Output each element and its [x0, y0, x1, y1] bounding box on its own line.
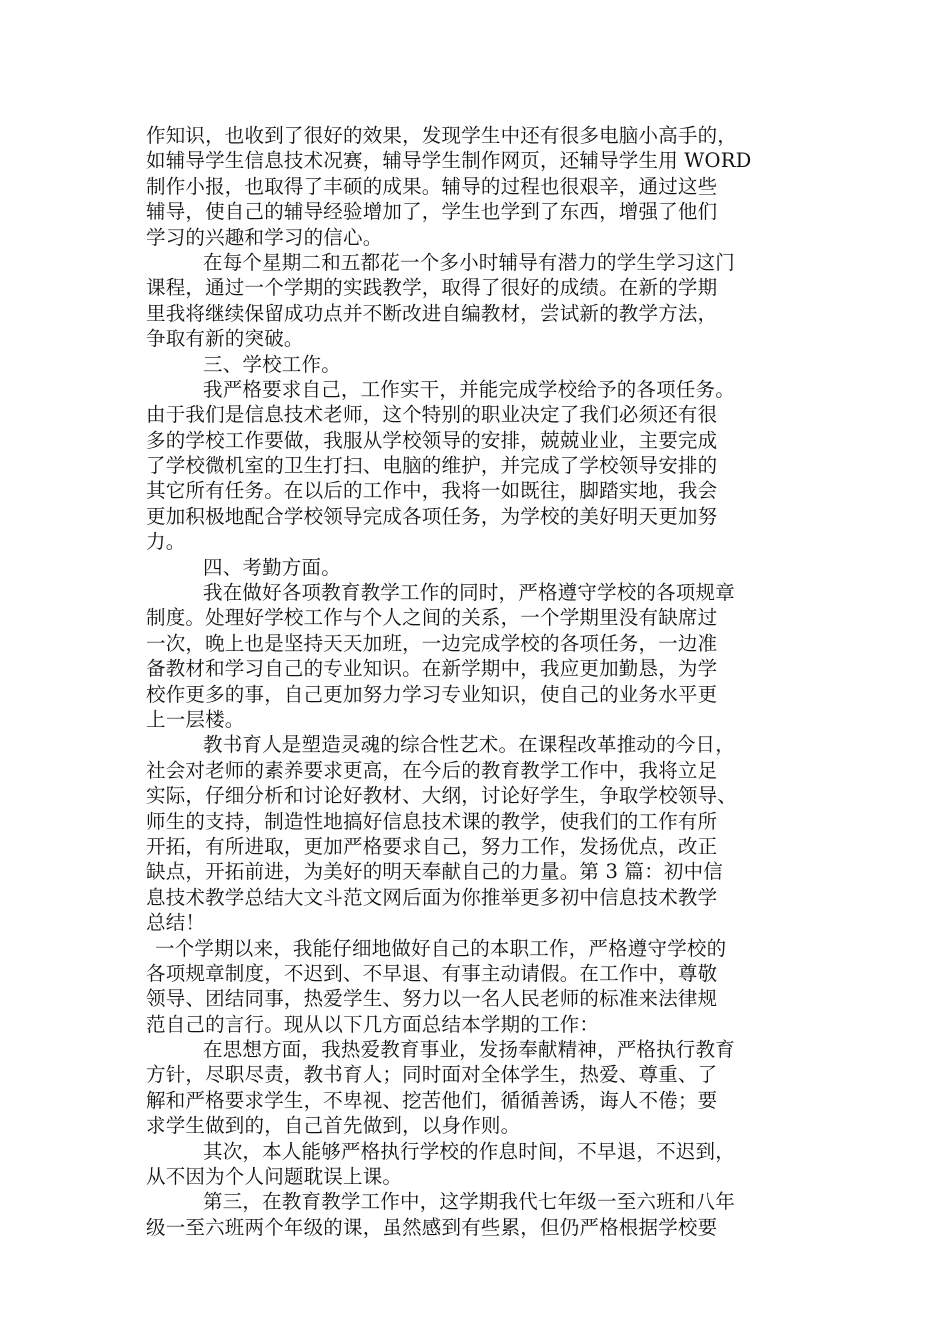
text-line: 教书育人是塑造灵魂的综合性艺术。在课程改革推动的今日，	[203, 733, 735, 757]
text-line: 学习的兴趣和学习的信心。	[146, 225, 383, 249]
text-line: 更加积极地配合学校领导完成各项任务，为学校的美好明天更加努	[146, 504, 718, 528]
text-line: 校作更多的事，自己更加努力学习专业知识，使自己的业务水平更	[146, 682, 718, 706]
text-line: 在思想方面，我热爱教育事业，发扬奉献精神，严格执行教育	[203, 1038, 735, 1062]
text-line: 上一层楼。	[146, 707, 245, 731]
text-line: 备教材和学习自己的专业知识。在新学期中，我应更加勤恳，为学	[146, 657, 718, 681]
text-line: 范自己的言行。现从以下几方面总结本学期的工作：	[146, 1012, 600, 1036]
text-line: 求学生做到的，自己首先做到，以身作则。	[146, 1114, 521, 1138]
text-line: 在每个星期二和五都花一个多小时辅导有潜力的学生学习这门	[203, 250, 735, 274]
text-line: 一次，晚上也是坚持天天加班，一边完成学校的各项任务，一边准	[146, 631, 718, 655]
text-line: 师生的支持，制造性地搞好信息技术课的教学，使我们的工作有所	[146, 809, 718, 833]
text-line: 了学校微机室的卫生打扫、电脑的维护，并完成了学校领导安排的	[146, 454, 718, 478]
text-line: 息技术教学总结大文斗范文网后面为你推举更多初中信息技术教学	[146, 885, 718, 909]
text-line: 三、学校工作。	[203, 352, 341, 376]
text-line: 争取有新的突破。	[146, 327, 304, 351]
text-line: 力。	[146, 530, 186, 554]
text-line: 制作小报，也取得了丰硕的成果。辅导的过程也很艰辛，通过这些	[146, 174, 718, 198]
text-line: 其它所有任务。在以后的工作中，我将一如既往，脚踏实地，我会	[146, 479, 718, 503]
text-line: 制度。处理好学校工作与个人之间的关系，一个学期里没有缺席过	[146, 606, 718, 630]
text-line: 领导、团结同事，热爱学生、努力以一名人民老师的标准来法律规	[146, 987, 718, 1011]
text-line: 从不因为个人问题耽误上课。	[146, 1165, 403, 1189]
text-line: 我在做好各项教育教学工作的同时，严格遵守学校的各项规章	[203, 581, 735, 605]
text-line: 缺点，开拓前进，为美好的明天奉献自己的力量。第 3 篇：初中信	[146, 860, 724, 884]
text-line: 各项规章制度，不迟到、不早退、有事主动请假。在工作中，尊敬	[146, 961, 718, 985]
text-line: 其次，本人能够严格执行学校的作息时间，不早退，不迟到，	[203, 1139, 735, 1163]
document-body	[146, 123, 816, 1240]
text-line: 解和严格要求学生，不卑视、挖苦他们，循循善诱，诲人不倦；要	[146, 1088, 718, 1112]
text-line: 如辅导学生信息技术况赛，辅导学生制作网页，还辅导学生用 WORD	[146, 149, 752, 173]
text-line: 一个学期以来，我能仔细地做好自己的本职工作，严格遵守学校的	[155, 936, 727, 960]
text-line: 我严格要求自己，工作实干，并能完成学校给予的各项任务。	[203, 377, 735, 401]
text-line: 里我将继续保留成功点并不断改进自编教材，尝试新的教学方法，	[146, 301, 718, 325]
text-line: 辅导，使自己的辅导经验增加了，学生也学到了东西，增强了他们	[146, 200, 718, 224]
text-line: 多的学校工作要做，我服从学校领导的安排，兢兢业业，主要完成	[146, 428, 718, 452]
text-line: 社会对老师的素养要求更高，在今后的教育教学工作中，我将立足	[146, 758, 718, 782]
text-line: 四、考勤方面。	[203, 555, 341, 579]
text-line: 实际，仔细分析和讨论好教材、大纲，讨论好学生，争取学校领导、	[146, 784, 738, 808]
text-line: 由于我们是信息技术老师，这个特别的职业决定了我们必须还有很	[146, 403, 718, 427]
text-line: 总结！	[146, 911, 206, 935]
text-line: 第三，在教育教学工作中，这学期我代七年级一至六班和八年	[203, 1190, 735, 1214]
text-line: 方针，尽职尽责，教书育人；同时面对全体学生，热爱、尊重、了	[146, 1063, 718, 1087]
text-line: 开拓，有所进取，更加严格要求自己，努力工作，发扬优点，改正	[146, 834, 718, 858]
text-line: 课程，通过一个学期的实践教学，取得了很好的成绩。在新的学期	[146, 276, 718, 300]
text-line: 级一至六班两个年级的课，虽然感到有些累，但仍严格根据学校要	[146, 1215, 718, 1239]
text-line: 作知识，也收到了很好的效果，发现学生中还有很多电脑小高手的，	[146, 124, 738, 147]
